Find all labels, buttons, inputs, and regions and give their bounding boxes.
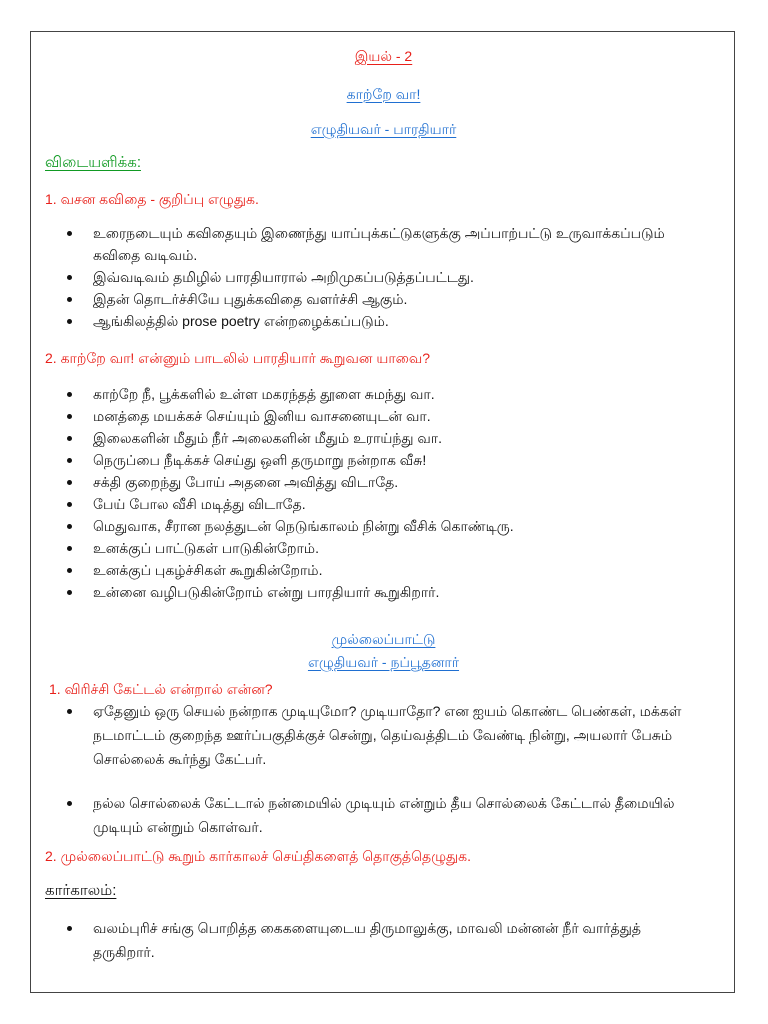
list-item: காற்றே நீ, பூக்களில் உள்ள மகரந்தத் தூளை சுமந்து வா. [67,383,704,405]
section2-question-2: 2. முல்லைப்பாட்டு கூறும் கார்காலச் செய்திகளைத் தொகுத்தெழுதுக. [45,848,472,864]
list-item: உரைநடையும் கவிதையும் இணைந்து யாப்புக்கட்டுகளுக்கு அப்பாற்பட்டு உருவாக்கப்படும் கவிதை வடிவம். [67,222,704,266]
list-item: சக்தி குறைந்து போய் அதனை அவித்து விடாதே. [67,471,704,493]
document-page [30,31,735,993]
list-item: பேய் போல வீசி மடித்து விடாதே. [67,493,704,515]
section2-author: எழுதியவர் - நப்பூதனார் [307,654,460,670]
section2-question-1: 1. விரிச்சி கேட்டல் என்றால் என்ன? [49,681,273,697]
list-item: உனக்குப் புகழ்ச்சிகள் கூறுகின்றோம். [67,559,704,581]
lesson-title: காற்றே வா! [346,86,421,102]
list-item: ஆங்கிலத்தில் prose poetry என்றழைக்கப்படும். [67,310,704,332]
question-2: 2. காற்றே வா! என்னும் பாடலில் பாரதியார் கூறுவன யாவை? [45,350,431,366]
chapter-heading: இயல் - 2 [354,48,413,64]
question-1: 1. வசன கவிதை - குறிப்பு எழுதுக. [45,191,259,207]
list-item: இவ்வடிவம் தமிழில் பாரதியாரால் அறிமுகப்படுத்தப்பட்டது. [67,266,704,288]
list-item: மனத்தை மயக்கச் செய்யும் இனிய வாசனையுடன் வா. [67,405,704,427]
list-item: ஏதேனும் ஒரு செயல் நன்றாக முடியுமோ? முடியாதோ? என ஐயம் கொண்ட பெண்கள், மக்கள் நடமாட்டம் குறைந்த ஊர்ப்பகுதிக்குச் சென்று, தெய்வத்திடம் வேண்டி நின்று, அயலார் பேசும் சொல்லைக் கூர்ந்து கேட்பர். [67,699,704,771]
list-item: உனக்குப் பாட்டுகள் பாடுகின்றோம். [67,537,704,559]
s2-q1-answer-list [67,699,704,839]
list-item: இலைகளின் மீதும் நீர் அலைகளின் மீதும் உராய்ந்து வா. [67,427,704,449]
list-item: நல்ல சொல்லைக் கேட்டால் நன்மையில் முடியும் என்றும் தீய சொல்லைக் கேட்டால் தீமையில் முடியும் என்றும் கொள்வர். [67,791,704,839]
list-item: வலம்புரிச் சங்கு பொறித்த கைகளையுடைய திருமாலுக்கு, மாவலி மன்னன் நீர் வார்த்துத் தருகிறார். [67,916,704,964]
q1-answer-list [67,222,704,332]
section2-title: முல்லைப்பாட்டு [331,631,436,647]
s2-q2-answer-list [67,916,704,964]
list-item: நெருப்பை நீடிக்கச் செய்து ஒளி தருமாறு நன்றாக வீசு! [67,449,704,471]
q2-answer-list [67,383,704,603]
list-item: இதன் தொடர்ச்சியே புதுக்கவிதை வளர்ச்சி ஆகும். [67,288,704,310]
answer-heading: விடையளிக்க: [45,154,141,171]
list-item: மெதுவாக, சீரான நலத்துடன் நெடுங்காலம் நின்று வீசிக் கொண்டிரு. [67,515,704,537]
subheading: கார்காலம்: [45,882,117,899]
list-item: உன்னை வழிபடுகின்றோம் என்று பாரதியார் கூறுகிறார். [67,581,704,603]
lesson-author: எழுதியவர் - பாரதியார் [310,121,457,137]
